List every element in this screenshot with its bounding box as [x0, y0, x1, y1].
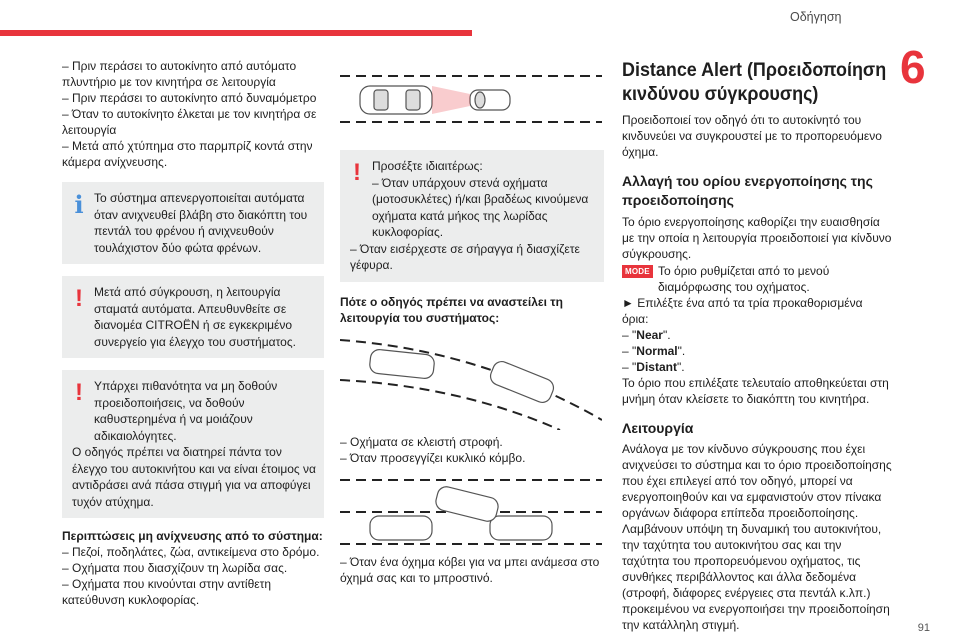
caution-item: – Όταν εισέρχεστε σε σήραγγα ή διασχίζετε γέφυρα.	[350, 241, 580, 272]
info-text: Το σύστημα απενεργοποιείται αυτόματα όταν ανιχνευθεί βλάβη στο διακόπτη του πεντάλ του φρένου ή ανιχνευθούν τουλάχιστον δύο φώτα φρένων.	[94, 191, 308, 255]
caution-box	[340, 150, 604, 282]
driver-suspend-heading: Πότε ο οδηγός πρέπει να αναστείλει τη λειτουργία του συστήματος:	[340, 294, 563, 325]
warning-icon: !	[75, 285, 83, 312]
no-detection-heading: Περιπτώσεις μη ανίχνευσης από το σύστημα:	[62, 529, 323, 543]
threshold-options	[622, 327, 892, 375]
column-middle	[340, 58, 604, 586]
title-line: Distance Alert (Προειδοποίηση	[622, 59, 887, 81]
cut-in-list	[340, 554, 604, 586]
option-normal: – "Normal".	[622, 344, 686, 358]
warning-box	[62, 276, 324, 358]
warning-text: Ο οδηγός πρέπει να διατηρεί πάντα τον έλεγχο του αυτοκινήτου και να είναι έτοιμος να αντιδράσει ανά πάσα στιγμή για να αποφύγει τυχόν ατύχημα.	[72, 445, 316, 509]
chapter-number: 6	[900, 41, 925, 93]
operation-text: Ανάλογα με τον κίνδυνο σύγκρουσης που έχει ανιχνεύσει το σύστημα και το όριο προειδοποίησης που έχει επιλεγεί από τον οδηγό, μπορεί να ενεργοποιηθούν και να εμφανιστούν στον πίνακα οργάνων διάφορα επίπεδα προειδοποίησης.	[622, 442, 892, 520]
list-item: – Όταν προσεγγίζει κυκλικό κόμβο.	[340, 450, 526, 465]
intro-list	[62, 58, 324, 170]
section-title: Οδήγηση	[790, 10, 842, 24]
operation-text: Λαμβάνουν υπόψη τη δυναμική του αυτοκινήτου, την ταχύτητα του αυτοκινήτου σας και την ταχύτητα του προπορευόμενου οχήματος, τις συνθήκες περιβάλλοντος και άλλα δεδομένα (στροφή, διάφορες ενέργειες στα πεντάλ κ.λπ.) προκειμένου να ενεργοποιήσει την προειδοποίηση την κατάλληλη στιγμή.	[622, 522, 890, 632]
option-distant: – "Distant".	[622, 360, 685, 374]
list-item: – Όταν το αυτοκίνητο έλκεται με τον κινητήρα σε λειτουργία	[62, 107, 317, 137]
list-item: – Πεζοί, ποδηλάτες, ζώα, αντικείμενα στο δρόμο.	[62, 545, 320, 559]
no-detection-list	[62, 544, 324, 608]
option-label: Distant	[636, 360, 677, 374]
mode-badge: MODE	[622, 265, 653, 278]
motorcycle-illustration	[340, 62, 602, 134]
option-label: Normal	[636, 344, 678, 358]
operation-heading: Λειτουργία	[622, 420, 694, 436]
warning-icon: !	[75, 379, 83, 406]
mode-row	[622, 263, 892, 295]
info-icon: i	[74, 190, 84, 219]
list-item: – Πριν περάσει το αυτοκίνητο από δυναμόμετρο	[62, 91, 317, 105]
caution-title: Προσέξτε ιδιαιτέρως:	[372, 159, 483, 173]
memory-text: Το όριο που επιλέξατε τελευταίο αποθηκεύεται στη μνήμη όταν κλείσετε το διακόπτη του κινητήρα.	[622, 376, 889, 406]
top-accent-bar	[0, 30, 472, 36]
list-item: – Οχήματα που κινούνται στην αντίθετη κατεύθυνση κυκλοφορίας.	[62, 577, 272, 607]
mode-text: Το όριο ρυθμίζεται από το μενού διαμόρφωσης του οχήματος.	[658, 264, 830, 294]
warning-icon: !	[353, 159, 361, 186]
page-number: 91	[917, 622, 930, 634]
page-title	[622, 58, 887, 106]
list-item: – Μετά από χτύπημα στο παρμπρίζ κοντά στην κάμερα ανίχνευσης.	[62, 139, 313, 169]
title-line: κινδύνου σύγκρουσης)	[622, 83, 819, 105]
option-near: – "Near".	[622, 328, 671, 342]
curve-illustration	[340, 330, 602, 430]
caution-item: – Όταν υπάρχουν στενά οχήματα (μοτοσυκλέτες) ή/και βραδέως κινούμενα οχήματα κατά μήκος της λωρίδας κυκλοφορίας.	[372, 175, 589, 239]
warning-box	[62, 370, 324, 518]
warning-text: Μετά από σύγκρουση, η λειτουργία σταματά αυτόματα. Απευθυνθείτε σε διανομέα CITROËN ή σε εγκεκριμένο συνεργείο για έλεγχο του συστήματος.	[94, 285, 296, 349]
threshold-heading: Αλλαγή του ορίου ενεργοποίησης της προειδοποίησης	[622, 173, 873, 208]
curve-list	[340, 434, 604, 466]
intro-text: Προειδοποιεί τον οδηγό ότι το αυτοκίνητό του κινδυνεύει να συγκρουστεί με το προπορευόμενο όχημα.	[622, 113, 882, 159]
column-right	[622, 58, 892, 633]
list-item: – Οχήματα σε κλειστή στροφή.	[340, 434, 503, 449]
list-item: – Οχήματα που διασχίζουν τη λωρίδα σας.	[62, 561, 288, 575]
threshold-text: Το όριο ενεργοποίησης καθορίζει την ευαισθησία με την οποία η λειτουργία προειδοποιεί για κίνδυνο σύγκρουσης.	[622, 215, 892, 261]
list-item: – Πριν περάσει το αυτοκίνητο από αυτόματο πλυντήριο με τον κινητήρα σε λειτουργία	[62, 59, 297, 89]
column-left	[62, 58, 324, 608]
select-instruction: ► Επιλέξτε ένα από τα τρία προκαθορισμένα όρια:	[622, 296, 863, 326]
info-box	[62, 182, 324, 264]
warning-text: Υπάρχει πιθανότητα να μη δοθούν προειδοποιήσεις, να δοθούν καθυστερημένα ή να μοιάζουν αδικαιολόγητες.	[94, 379, 278, 443]
list-item: – Όταν ένα όχημα κόβει για να μπει ανάμεσα στο όχημά σας και το μπροστινό.	[340, 554, 600, 585]
cut-in-illustration	[340, 470, 602, 550]
option-label: Near	[636, 328, 663, 342]
